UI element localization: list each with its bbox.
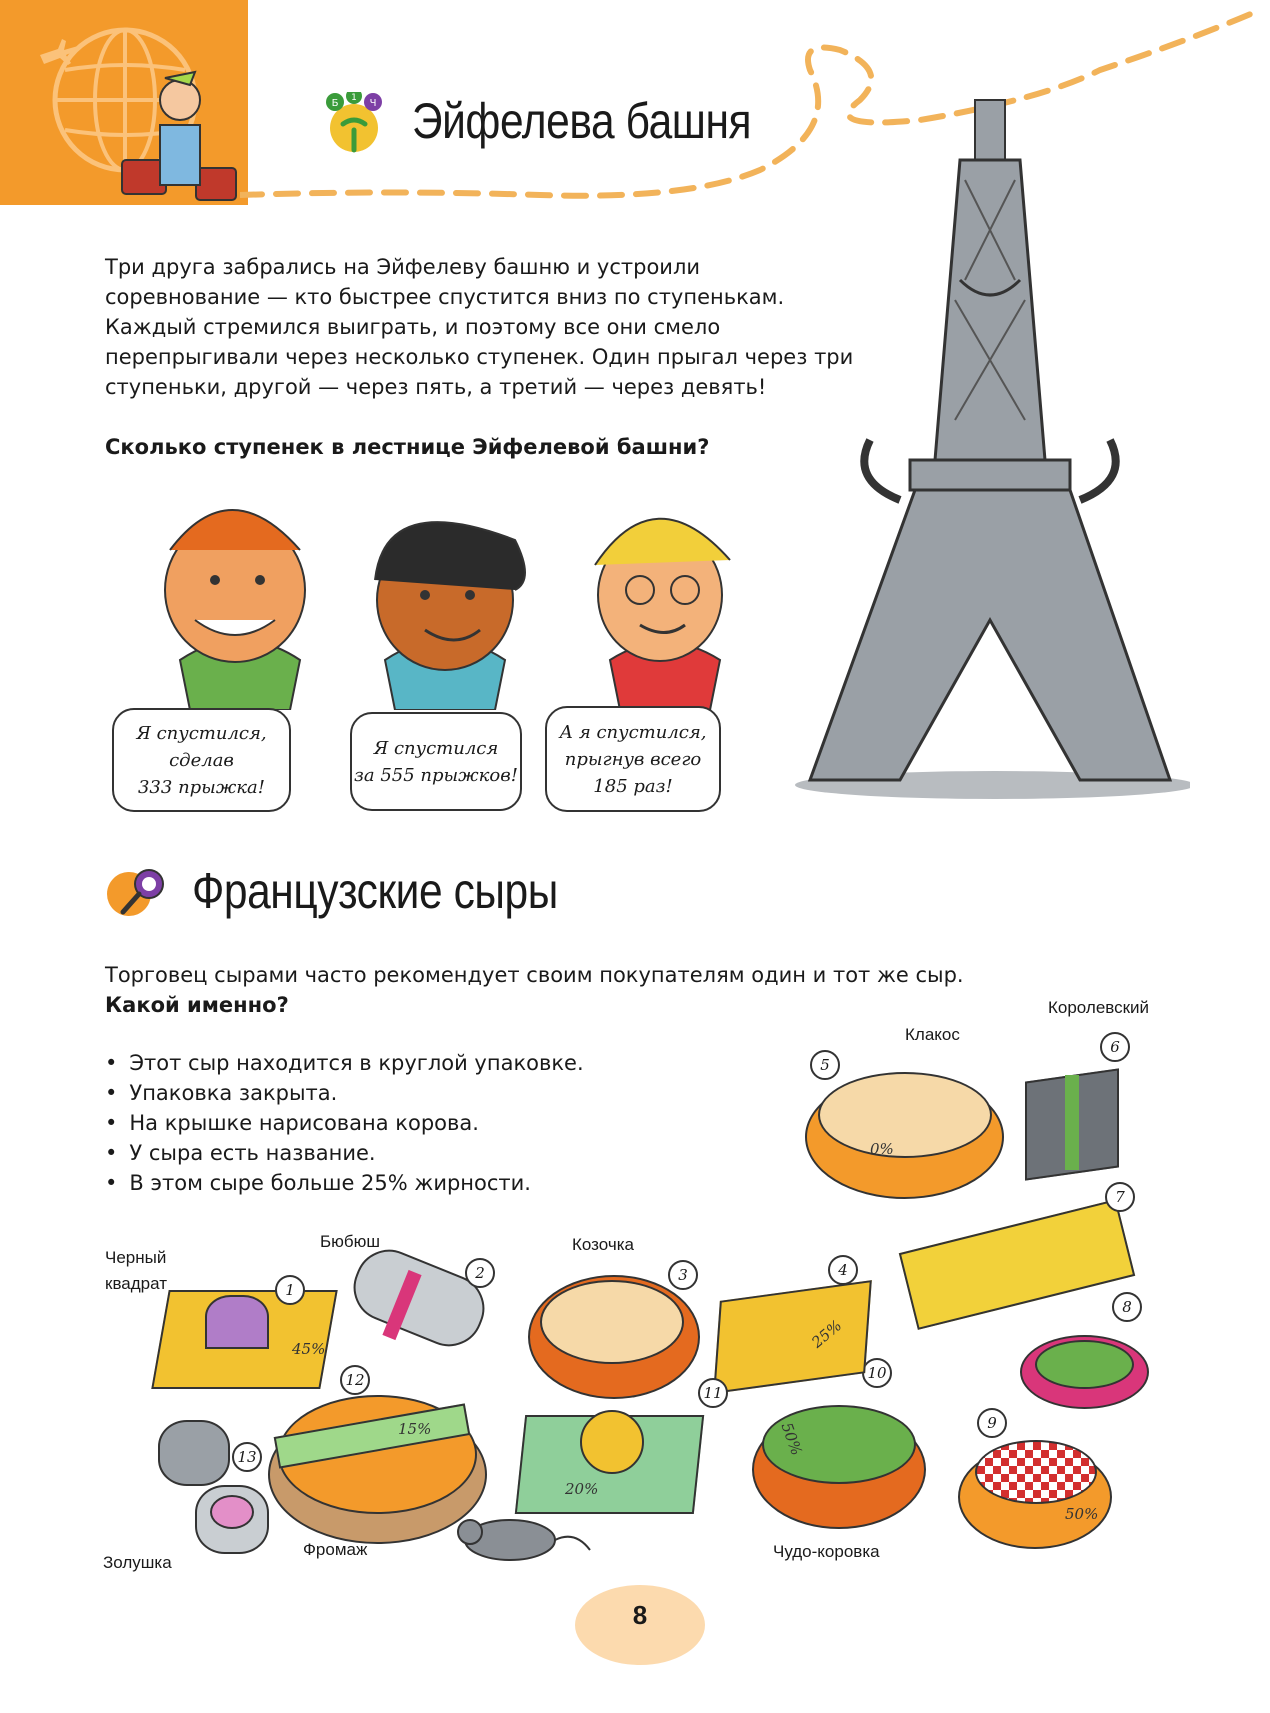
- cheese-number-4: 4: [828, 1255, 858, 1285]
- cheese-11-percent: 20%: [565, 1480, 599, 1498]
- label-fromazh: Фромаж: [303, 1540, 368, 1559]
- cheese-4-box: [713, 1280, 872, 1394]
- cheese-4-percent: 25%: [808, 1316, 846, 1352]
- label-korolevsky: Королевский: [1048, 998, 1150, 1017]
- label-line: Черный: [105, 1248, 167, 1267]
- globe-traveller-illustration: [0, 0, 248, 205]
- cheese-11-window: [580, 1410, 644, 1474]
- bubble-line: 333 прыжка!: [137, 776, 266, 798]
- cheese-5-percent: 0%: [870, 1140, 894, 1158]
- cheese-7-box: [899, 1199, 1135, 1330]
- cheese-9-lid: [975, 1440, 1097, 1504]
- magnifier-icon: [103, 862, 171, 922]
- cheese-number-7: 7: [1105, 1182, 1135, 1212]
- cheese-13-bow: [210, 1495, 254, 1529]
- cheese-number-8: 8: [1112, 1292, 1142, 1322]
- cheese-number-9: 9: [977, 1408, 1007, 1438]
- icon-letter-1: Б: [331, 98, 339, 109]
- bubble-line: прыгнув всего: [564, 748, 702, 770]
- speech-bubble-1: [112, 708, 291, 812]
- speech-bubble-2: [350, 712, 522, 811]
- cheese-12-percent: 15%: [398, 1420, 432, 1438]
- cheeses-intro: Торговец сырами часто рекомендует своим покупателям один и тот же сыр.: [105, 963, 964, 987]
- cheese-number-6: 6: [1100, 1032, 1130, 1062]
- mouse-illustration: [425, 1500, 595, 1570]
- paragraph-line: соревнование — кто быстрее спустится вниз по ступенькам.: [105, 285, 785, 309]
- paragraph-line: ступеньки, другой — через пять, а третий — через девять!: [105, 375, 767, 399]
- cheese-number-11: 11: [698, 1378, 728, 1408]
- label-zolushka: Золушка: [103, 1553, 172, 1572]
- bubble-line: 185 раз!: [593, 775, 673, 797]
- thinking-character-icon: [323, 92, 385, 154]
- cheese-6-ribbon: [1065, 1075, 1079, 1170]
- label-chudo-korovka: Чудо-коровка: [773, 1542, 880, 1561]
- paragraph-line: Каждый стремился выиграть, и поэтому все они смело: [105, 315, 721, 339]
- kid-2-illustration: [345, 490, 545, 710]
- eiffel-title: Эйфелева башня: [412, 93, 752, 149]
- page-number: 8: [632, 1600, 648, 1630]
- label-byubyush: Бюбюш: [320, 1232, 381, 1251]
- kid-3-illustration: [560, 495, 760, 710]
- cheese-1-percent: 45%: [292, 1340, 326, 1358]
- cheese-13-top: [158, 1420, 230, 1486]
- eiffel-paragraph: [105, 252, 853, 402]
- cheese-number-13: 13: [232, 1442, 262, 1472]
- cheese-number-2: 2: [465, 1258, 495, 1288]
- bubble-line: сделав: [169, 749, 234, 771]
- bubble-line: А я спустился,: [559, 721, 707, 743]
- list-item: • Этот сыр находится в круглой упаковке.: [105, 1048, 584, 1078]
- corner-banner: [0, 0, 248, 205]
- cheeses-title: Французские сыры: [192, 863, 558, 919]
- cheese-number-1: 1: [275, 1275, 305, 1305]
- icon-letter-2: 1: [351, 93, 357, 103]
- cheese-1-shape: [205, 1295, 269, 1349]
- eiffel-tower-illustration: [790, 80, 1190, 800]
- cheese-number-12: 12: [340, 1365, 370, 1395]
- label-line: квадрат: [105, 1274, 167, 1293]
- eiffel-question: Сколько ступенек в лестнице Эйфелевой башни?: [105, 435, 710, 459]
- label-kozochka: Козочка: [572, 1235, 634, 1254]
- label-cherny-kvadrat: [105, 1245, 167, 1297]
- cheese-8-lid: [1035, 1340, 1134, 1389]
- cheese-number-5: 5: [810, 1050, 840, 1080]
- list-item: • Упаковка закрыта.: [105, 1078, 584, 1108]
- cheese-5-lid: [818, 1072, 992, 1158]
- kid-1-illustration: [140, 480, 340, 710]
- list-item: • У сыра есть название.: [105, 1138, 584, 1168]
- paragraph-line: Три друга забрались на Эйфелеву башню и устроили: [105, 255, 701, 279]
- bubble-line: Я спустился,: [136, 722, 267, 744]
- bubble-line: за 555 прыжков!: [354, 764, 518, 786]
- paragraph-line: перепрыгивали через несколько ступенек. Один прыгал через три: [105, 345, 854, 369]
- speech-bubble-3: [545, 706, 721, 812]
- list-item: • На крышке нарисована корова.: [105, 1108, 584, 1138]
- clue-list: [105, 1048, 584, 1198]
- cheese-3-lid: [540, 1280, 684, 1364]
- list-item: • В этом сыре больше 25% жирности.: [105, 1168, 584, 1198]
- cheese-9-percent: 50%: [1065, 1505, 1099, 1523]
- bubble-line: Я спустился: [373, 737, 499, 759]
- label-klakos: Клакос: [905, 1025, 960, 1044]
- cheese-2-byubyush: [343, 1240, 494, 1357]
- cheese-10-percent: 50%: [777, 1420, 806, 1458]
- cheese-number-10: 10: [862, 1358, 892, 1388]
- icon-letter-3: Ч: [369, 98, 377, 109]
- cheese-number-3: 3: [668, 1260, 698, 1290]
- cheeses-question: Какой именно?: [105, 993, 289, 1017]
